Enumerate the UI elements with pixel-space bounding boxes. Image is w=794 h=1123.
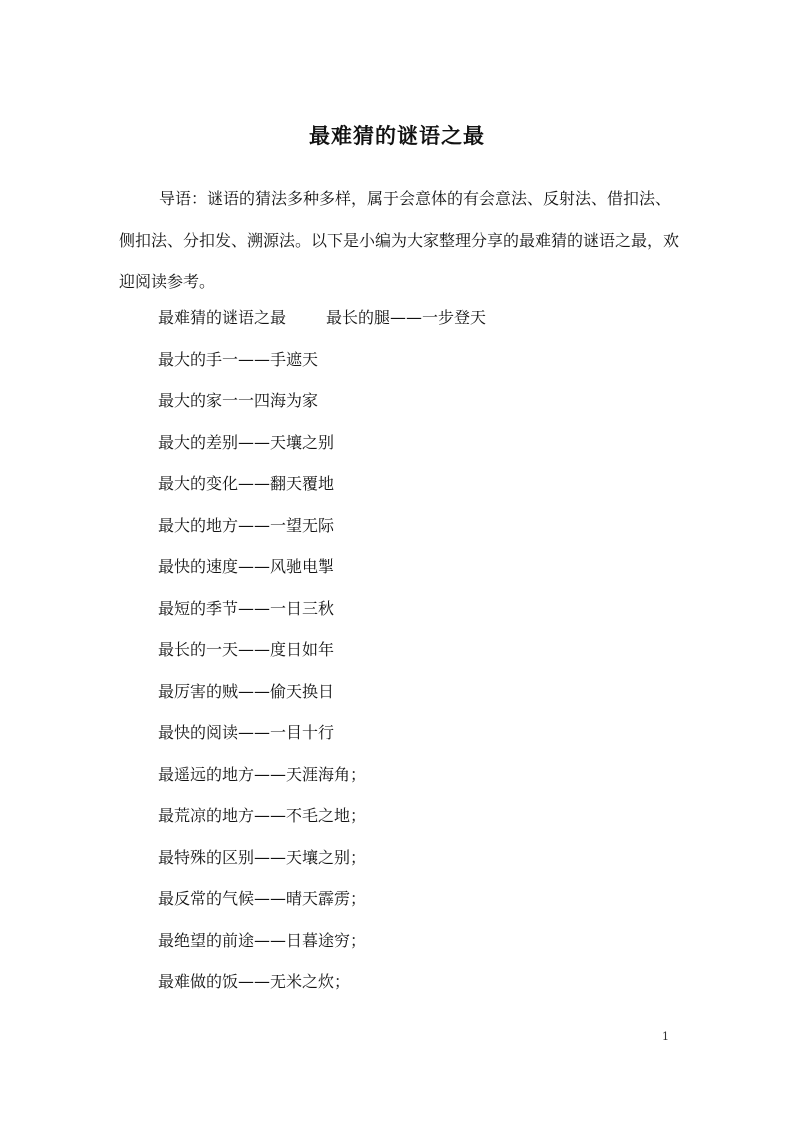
list-item: 最难做的饭——无米之炊； xyxy=(158,972,351,991)
list-item: 最大的家一一四海为家 xyxy=(158,391,319,410)
list-item: 最快的速度——风驰电掣 xyxy=(158,557,335,576)
list-item: 最长的一天——度日如年 xyxy=(158,640,335,659)
page-title: 最难猜的谜语之最 xyxy=(309,123,485,148)
list-item xyxy=(158,302,678,344)
list-item: 最荒凉的地方——不毛之地； xyxy=(158,806,367,825)
list-item: 最大的地方——一望无际 xyxy=(158,515,335,535)
list-item: 最厉害的贼——偷天换日 xyxy=(158,681,335,701)
section-heading: 最难猜的谜语之最 xyxy=(158,308,287,327)
riddle-list xyxy=(158,302,678,1008)
list-item: 最大的差别——天壤之别 xyxy=(158,432,335,452)
list-item: 最大的手一——手遮天 xyxy=(158,349,319,369)
list-item: 最绝望的前途——日暮途穷； xyxy=(158,930,367,950)
list-item: 最特殊的区别——天壤之别； xyxy=(158,847,367,867)
riddle-text: 最长的腿——一步登天 xyxy=(326,308,487,327)
page-number: 1 xyxy=(662,1030,669,1043)
list-item: 最遥远的地方——天涯海角； xyxy=(158,764,367,784)
list-item: 最反常的气候——晴天霹雳； xyxy=(158,889,367,908)
intro-paragraph: 导语：谜语的猜法多种多样，属于会意体的有会意法、反射法、借扣法、侧扣法、分扣发、溯源法。以下是小编为大家整理分享的最难猜的谜语之最，欢迎阅读参考。 xyxy=(119,189,680,291)
list-item: 最快的阅读——一目十行 xyxy=(158,723,335,742)
list-item: 最大的变化——翻天覆地 xyxy=(158,474,335,493)
list-item: 最短的季节——一日三秋 xyxy=(158,598,335,618)
